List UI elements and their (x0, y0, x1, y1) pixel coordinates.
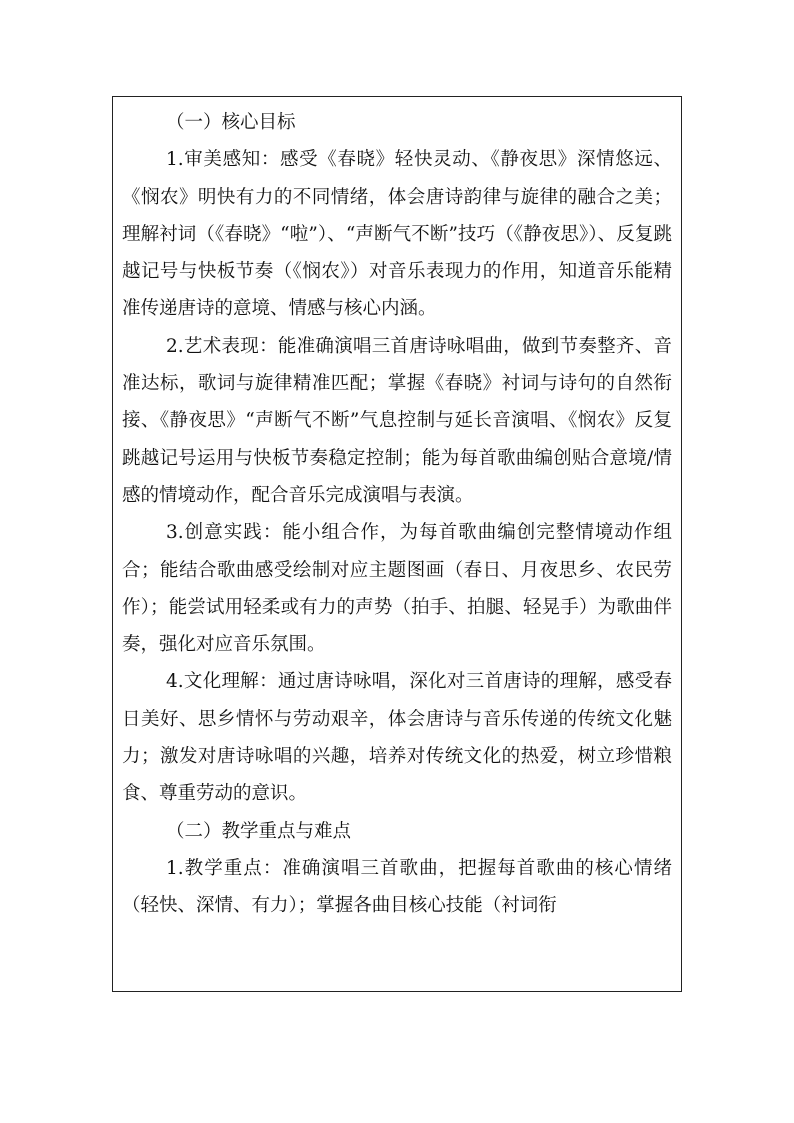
paragraph-aesthetic-perception: 1.审美感知：感受《春晓》轻快灵动、《静夜思》深情悠远、《悯农》明快有力的不同情绪，体会唐诗韵律与旋律的融合之美；理解衬词（《春晓》“啦”）、“声断气不断”技巧（《静夜思》）、反复跳越记号与快板节奏（《悯农》）对音乐表现力的作用，知道音乐能精准传递唐诗的意境、情感与核心内涵。 (122, 149, 672, 320)
document-frame (112, 96, 682, 992)
document-body (122, 104, 672, 925)
paragraph-teaching-focus: 1.教学重点：准确演唱三首歌曲，把握每首歌曲的核心情绪（轻快、深情、有力）；掌握各曲目核心技能（衬词衔 (122, 857, 672, 917)
paragraph-artistic-expression: 2.艺术表现：能准确演唱三首唐诗咏唱曲，做到节奏整齐、音准达标，歌词与旋律精准匹配；掌握《春晓》衬词与诗句的自然衔接、《静夜思》“声断气不断”气息控制与延长音演唱、《悯农》反复跳越记号运用与快板节奏稳定控制；能为每首歌曲编创贴合意境/情感的情境动作，配合音乐完成演唱与表演。 (122, 335, 672, 506)
paragraph-cultural-understanding: 4.文化理解：通过唐诗咏唱，深化对三首唐诗的理解，感受春日美好、思乡情怀与劳动艰辛，体会唐诗与音乐传递的传统文化魅力；激发对唐诗咏唱的兴趣，培养对传统文化的热爱，树立珍惜粮食、尊重劳动的意识。 (122, 671, 672, 805)
paragraph-creative-practice: 3.创意实践：能小组合作，为每首歌曲编创完整情境动作组合；能结合歌曲感受绘制对应主题图画（春日、月夜思乡、农民劳作）；能尝试用轻柔或有力的声势（拍手、拍腿、轻晃手）为歌曲伴奏，强化对应音乐氛围。 (122, 522, 672, 656)
section-heading-key-points: （二）教学重点与难点 (166, 820, 352, 842)
section-heading-core-goals: （一）核心目标 (166, 112, 296, 133)
